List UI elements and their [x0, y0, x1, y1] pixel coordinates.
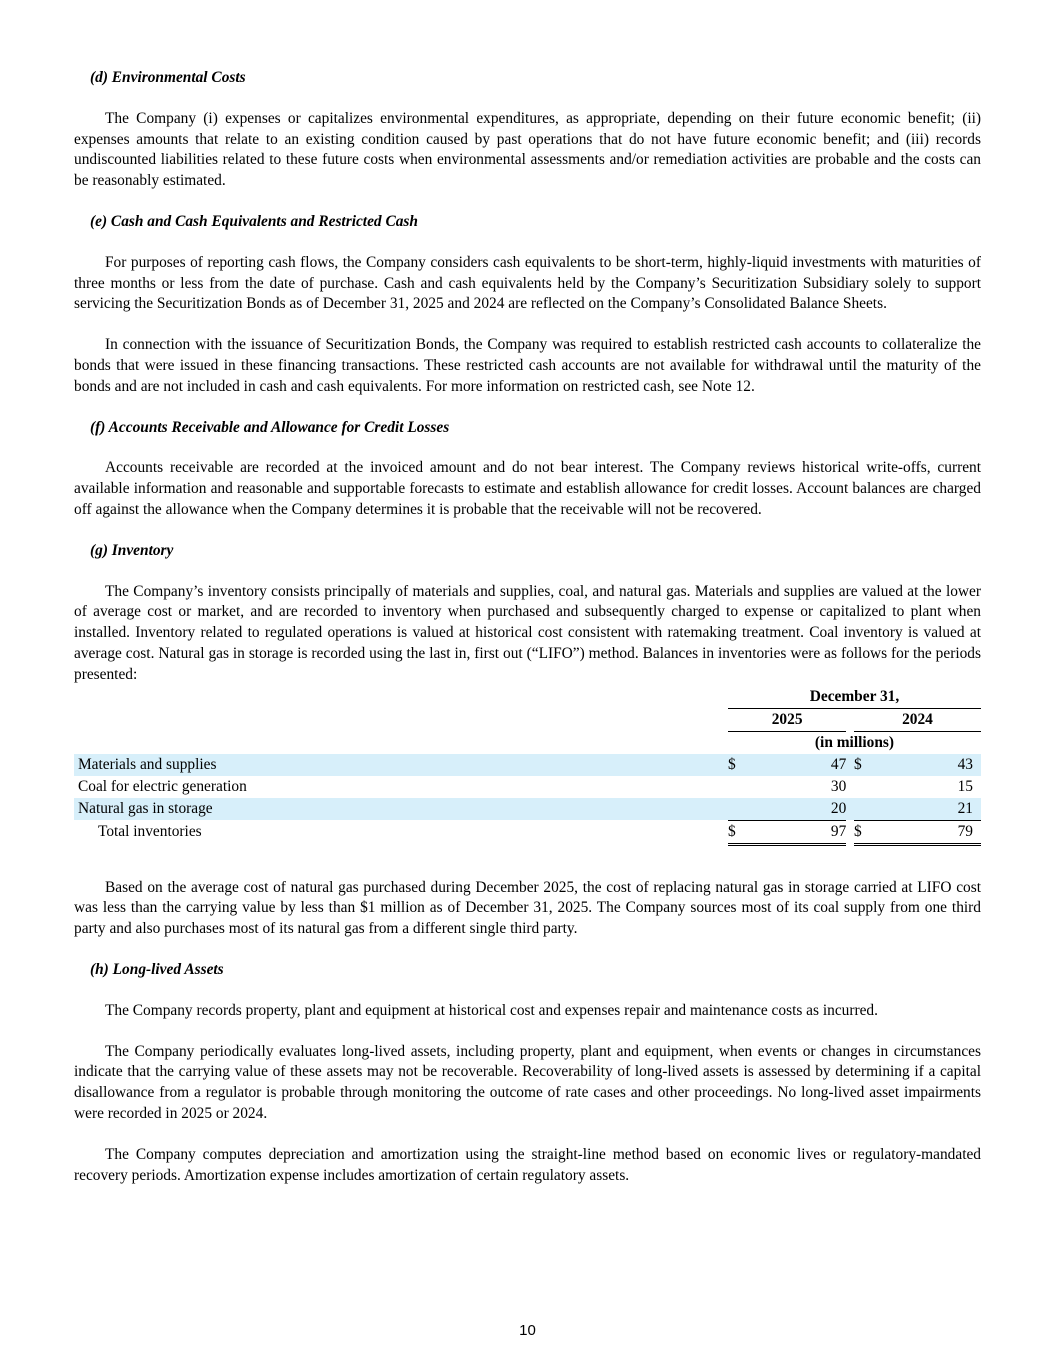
paragraph: The Company (i) expenses or capitalizes environmental expenditures, as appropriate, depending on their future economic benefit; (ii) expenses amounts that relate to an existing condition caused by past operations that do not have future economic benefit; and (iii) records undiscounted liabilities related to these future costs when environmental assessments and/or remediation activities are probable and the costs can be reasonably estimated.	[74, 109, 981, 190]
section-heading-accounts-receivable: (f) Accounts Receivable and Allowance for Credit Losses	[90, 418, 450, 436]
paragraph: For purposes of reporting cash flows, the Company considers cash equivalents to be short-term, highly-liquid investments with maturities of three months or less from the date of purchase. Cash and cash equivalents held by the Company’s Securitization Subsidiary solely to support servicing the Securitization Bonds as of December 31, 2025 and 2024 are reflected on the Company’s Consolidated Balance Sheets.	[74, 253, 981, 313]
cell-2025: 47	[740, 754, 847, 776]
paragraph: Based on the average cost of natural gas purchased during December 2025, the cost of replacing natural gas in storage carried at LIFO cost was less than the carrying value by less than $1 million as of December 31, 2025. The Company sources most of its coal supply from one third party and also purchases most of its natural gas from a different single third party.	[74, 878, 981, 938]
paragraph: In connection with the issuance of Securitization Bonds, the Company was required to establish restricted cash accounts to collateralize the bonds that were issued in these financing transactions. These restricted cash accounts are not available for withdrawal until the maturity of the bonds and are not included in cash and cash equivalents. For more information on restricted cash, see Note 12.	[74, 336, 981, 395]
total-2024: 79	[866, 820, 981, 844]
table-header-years	[74, 708, 981, 731]
cell-2024: 43	[866, 754, 981, 776]
page-number: 10	[519, 1322, 536, 1339]
inventory-table	[74, 686, 981, 846]
row-label: Natural gas in storage	[74, 798, 728, 821]
currency-symbol: $	[854, 820, 866, 844]
table-row	[74, 776, 981, 798]
total-2025: 97	[740, 820, 847, 844]
cell-2024: 21	[866, 798, 981, 821]
paragraph: The Company records property, plant and equipment at historical cost and expenses repair and maintenance costs as incurred.	[105, 1001, 878, 1019]
row-label: Materials and supplies	[74, 754, 728, 776]
paragraph: Accounts receivable are recorded at the invoiced amount and do not bear interest. The Company reviews historical write-offs, current available information and reasonable and supportable forecasts to estimate and establish allowance for credit losses. Account balances are charged off against the allowance when the Company determines it is probable that the receivable will not be recovered.	[74, 459, 981, 518]
currency-symbol: $	[728, 754, 740, 776]
section-heading-cash: (e) Cash and Cash Equivalents and Restricted Cash	[90, 212, 418, 230]
cell-2024: 15	[957, 777, 973, 795]
table-units: (in millions)	[814, 733, 895, 751]
cell-2025: 20	[740, 798, 847, 821]
total-label: Total inventories	[98, 823, 202, 841]
table-row	[74, 798, 981, 821]
section-heading-long-lived-assets: (h) Long-lived Assets	[90, 960, 224, 978]
table-header-row	[74, 686, 981, 709]
currency-symbol: $	[854, 754, 866, 776]
paragraph: The Company’s inventory consists principally of materials and supplies, coal, and natural gas. Materials and supplies are valued at the lower of average cost or market, and are recorded to inventory when purchased and subsequently charged to expense or capitalized to plant when installed. Inventory related to regulated operations is valued at historical cost consistent with ratemaking treatment. Coal inventory is valued at average cost. Natural gas in storage is recorded using the last in, first out (“LIFO”) method. Balances in inventories were as follows for the periods presented:	[74, 582, 981, 683]
currency-symbol: $	[728, 820, 740, 844]
document-page	[74, 60, 981, 1206]
table-total-row	[74, 820, 981, 844]
section-heading-environmental-costs: (d) Environmental Costs	[90, 69, 246, 86]
row-label: Coal for electric generation	[78, 777, 247, 795]
paragraph: The Company computes depreciation and amortization using the straight-line method based on economic lives or regulatory-mandated recovery periods. Amortization expense includes amortization of certain regulatory assets.	[74, 1145, 981, 1184]
table-header-date: December 31,	[728, 686, 981, 709]
column-header-2025: 2025	[728, 708, 846, 731]
section-heading-inventory: (g) Inventory	[90, 541, 174, 559]
cell-2025: 30	[830, 777, 847, 795]
table-header-units	[74, 731, 981, 754]
paragraph: The Company periodically evaluates long-lived assets, including property, plant and equipment, when events or changes in circumstances indicate that the carrying value of these assets may not be recoverable. Recoverability of long-lived assets is assessed by determining if a capital disallowance from a regulator is probable through monitoring the outcome of rate cases and other proceedings. No long-lived asset impairments were recorded in 2025 or 2024.	[74, 1042, 981, 1122]
table-row	[74, 754, 981, 776]
column-header-2024: 2024	[854, 708, 981, 731]
